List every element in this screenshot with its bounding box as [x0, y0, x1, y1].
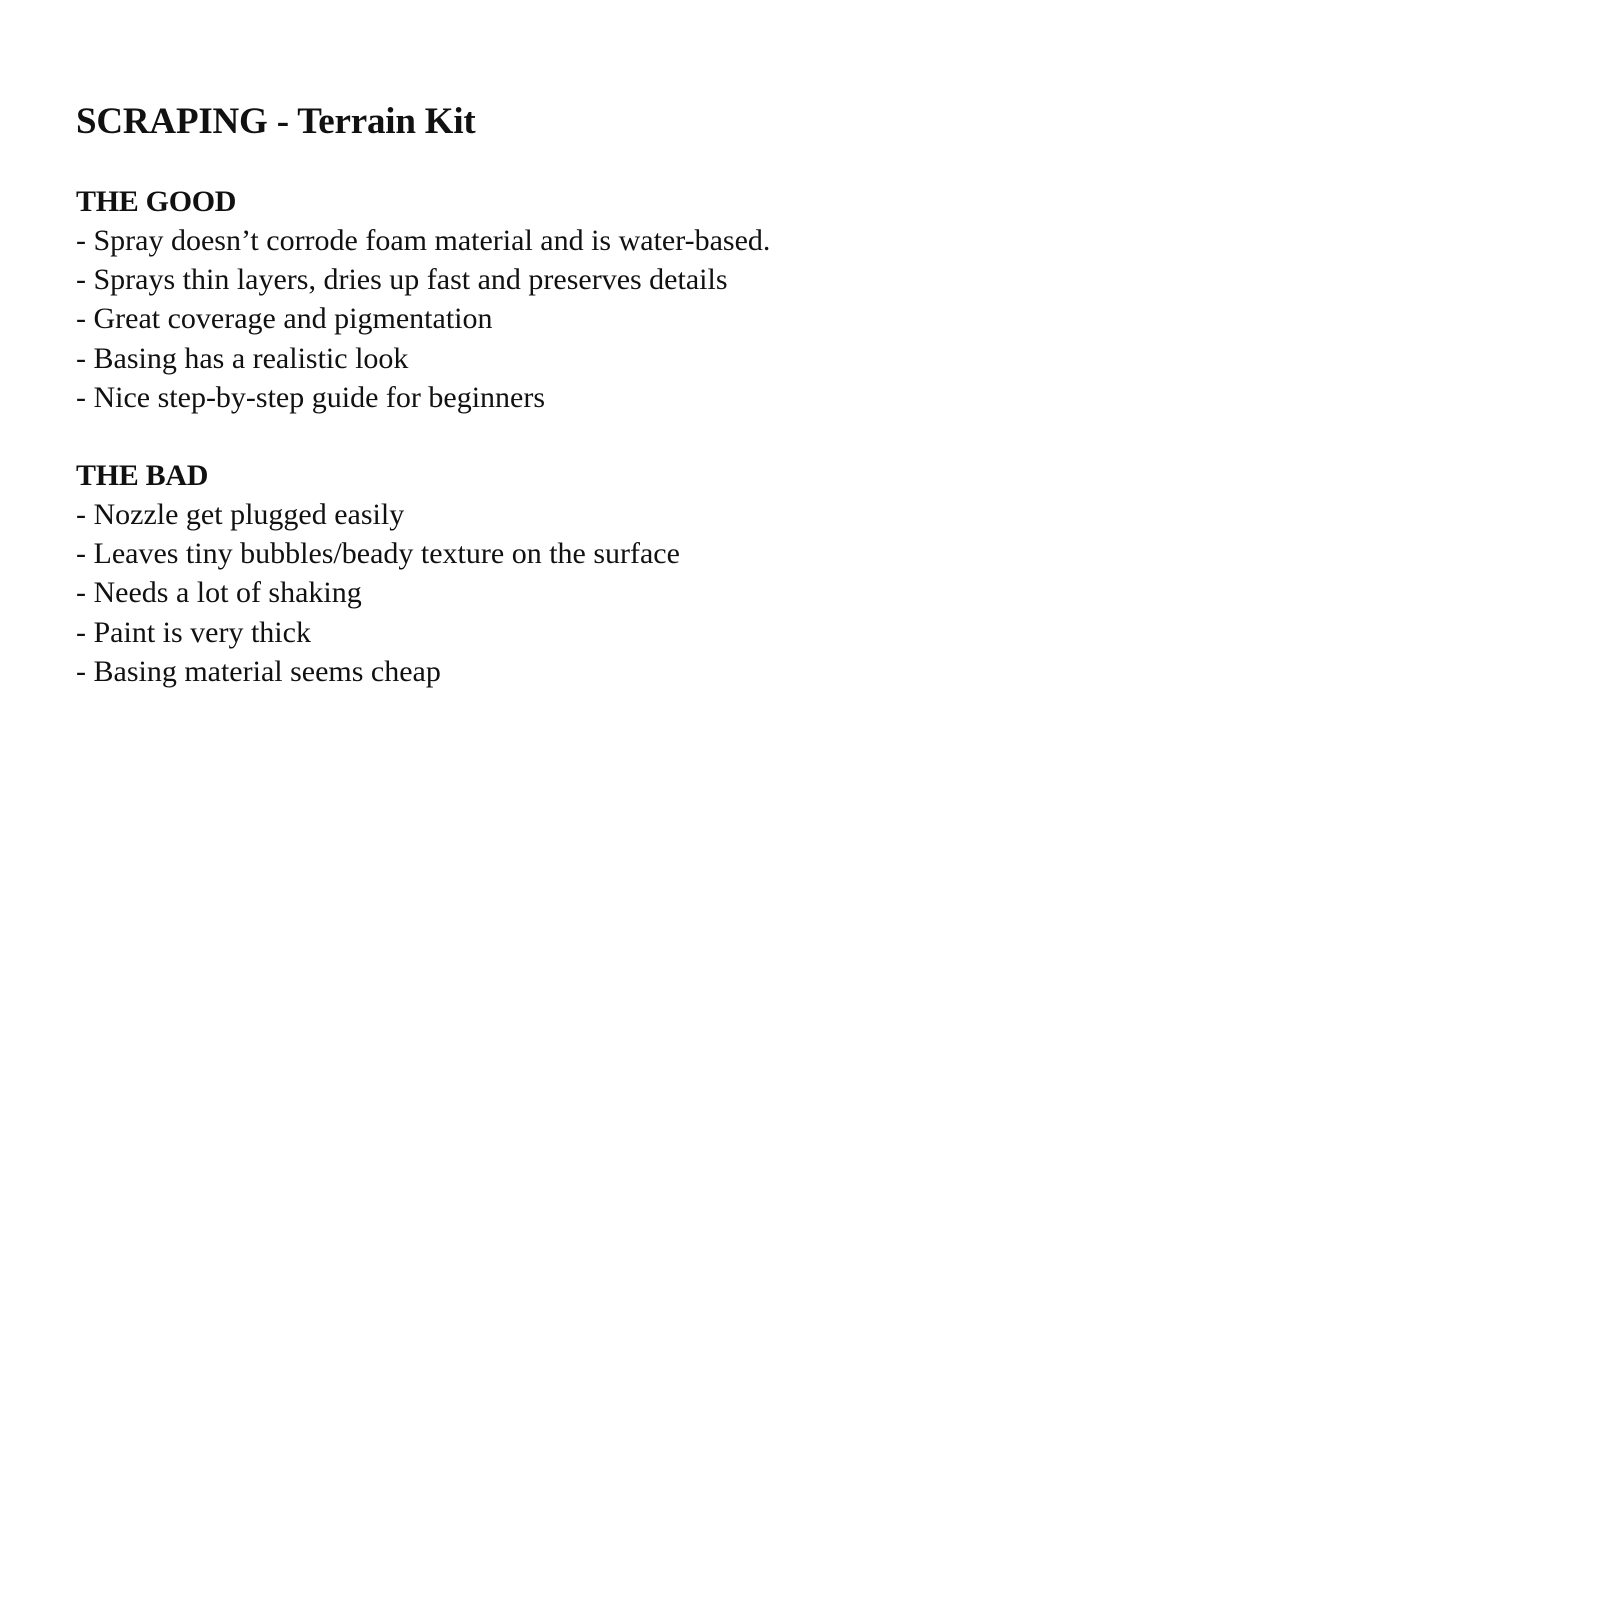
list-item: - Paint is very thick — [76, 615, 311, 649]
list-item: - Leaves tiny bubbles/beady texture on the surface — [76, 537, 680, 571]
list-item: - Great coverage and pigmentation — [76, 302, 493, 336]
bad-points-list — [76, 495, 1526, 691]
section-heading-good: THE GOOD — [76, 185, 237, 218]
list-item: - Nozzle get plugged easily — [76, 498, 405, 532]
list-item: - Basing material seems cheap — [76, 654, 441, 688]
list-item: - Nice step-by-step guide for beginners — [76, 380, 546, 414]
good-points-list — [76, 221, 1526, 417]
list-item: - Basing has a realistic look — [76, 341, 409, 375]
list-item: - Spray doesn’t corrode foam material and is water-based. — [76, 224, 771, 257]
document-page — [76, 100, 1526, 691]
section-heading-bad: THE BAD — [76, 459, 209, 493]
section-the-bad — [76, 456, 1526, 691]
section-the-good — [76, 182, 1526, 417]
list-item: - Needs a lot of shaking — [76, 576, 362, 610]
list-item: - Sprays thin layers, dries up fast and preserves details — [76, 263, 728, 297]
document-title: SCRAPING - Terrain Kit — [76, 101, 476, 142]
